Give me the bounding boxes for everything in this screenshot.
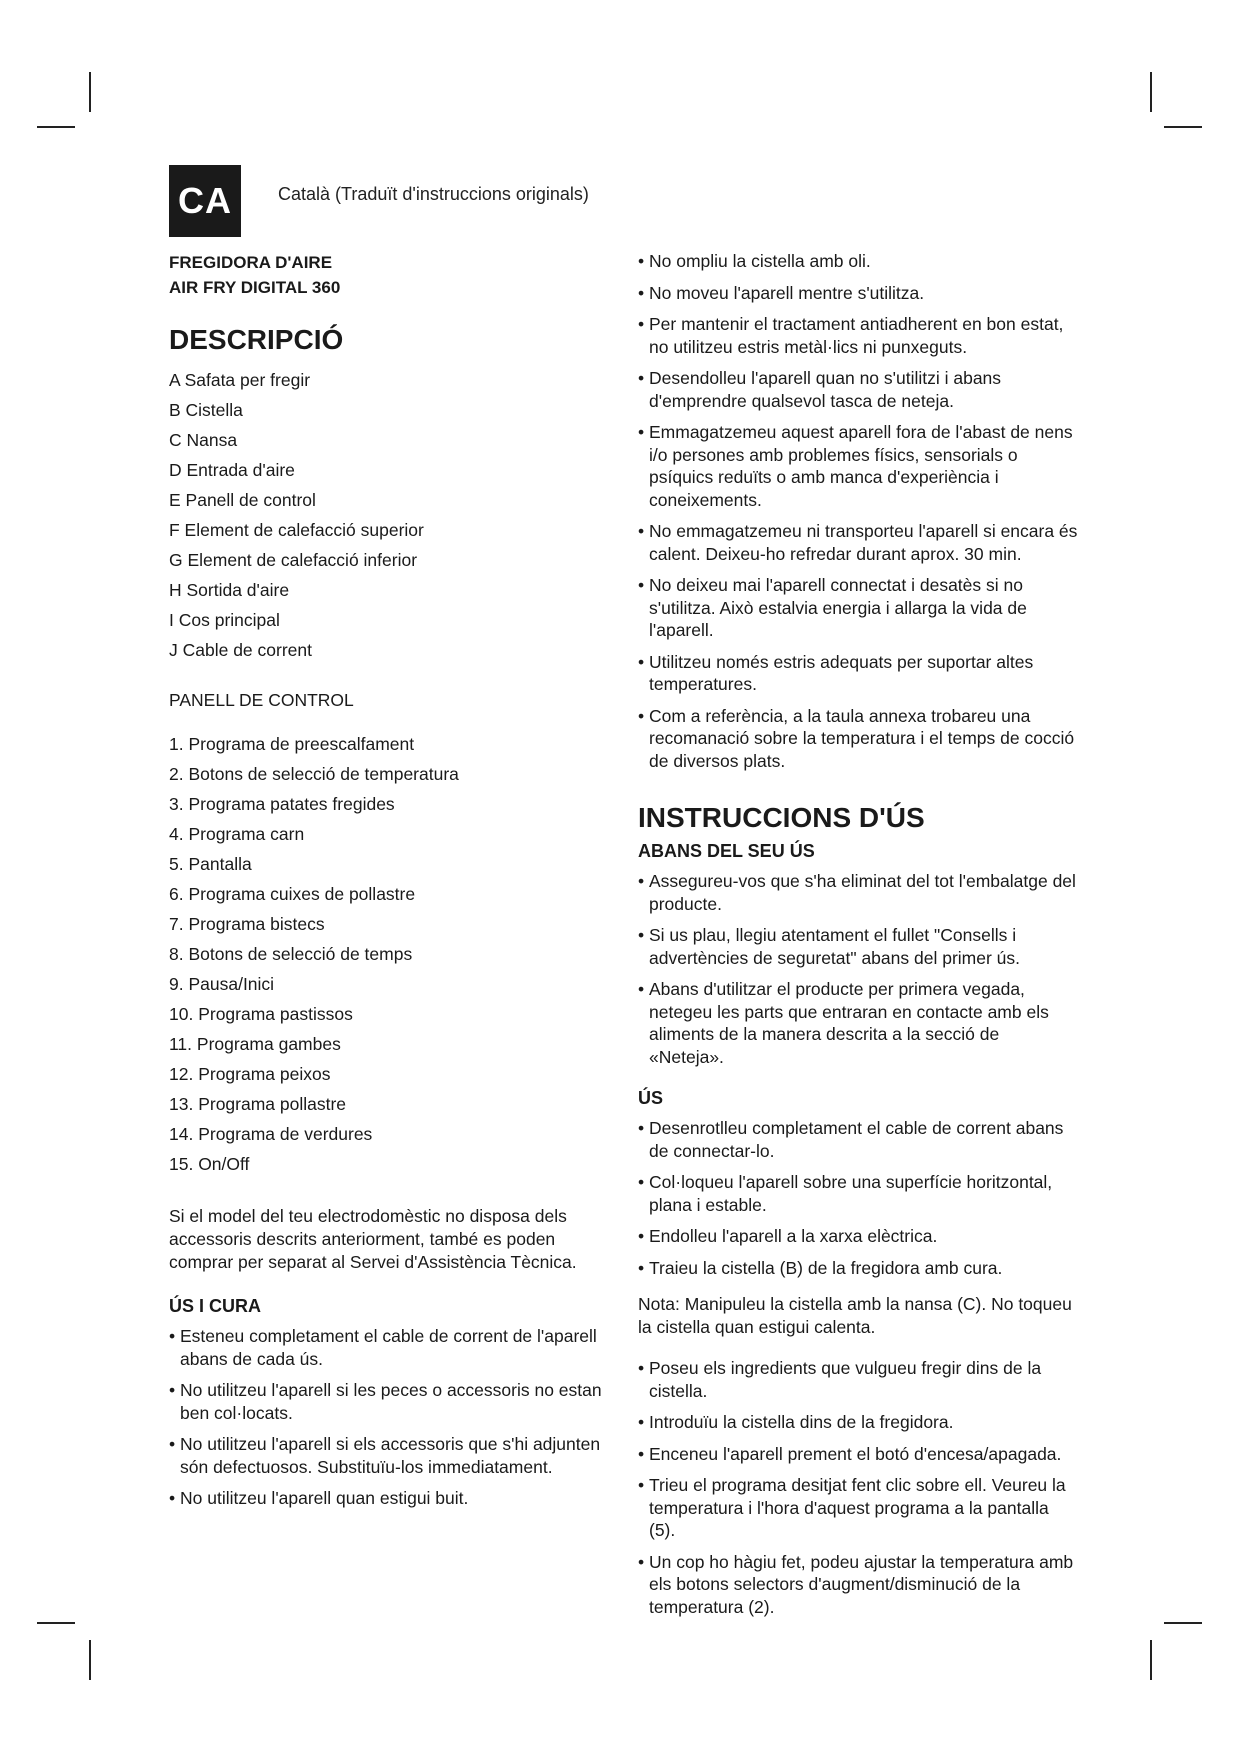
list-item: F Element de calefacció superior: [169, 520, 424, 540]
crop-mark: [37, 1622, 75, 1624]
list-item: • Endolleu l'aparell a la xarxa elèctrica.: [638, 1225, 1078, 1248]
crop-mark: [89, 1640, 91, 1680]
list-item: • No deixeu mai l'aparell connectat i desatès si no s'utilitza. Això estalvia energia i allarga la vida de l'aparell.: [638, 574, 1078, 642]
control-panel-list: [169, 733, 609, 1175]
list-item: • Enceneu l'aparell prement el botó d'encesa/apagada.: [638, 1443, 1078, 1466]
list-item: • No emmagatzemeu ni transporteu l'aparell si encara és calent. Deixeu-ho refredar durant aprox. 30 min.: [638, 520, 1078, 565]
use-care-title: ÚS I CURA: [169, 1296, 262, 1316]
list-item: 3. Programa patates fregides: [169, 794, 395, 814]
list-item: 9. Pausa/Inici: [169, 974, 275, 994]
list-item: 14. Programa de verdures: [169, 1124, 373, 1144]
list-item: • Utilitzeu només estris adequats per suportar altes temperatures.: [638, 651, 1078, 696]
list-item: G Element de calefacció inferior: [169, 550, 418, 570]
description-title: DESCRIPCIÓ: [169, 324, 344, 355]
list-item: • Si us plau, llegiu atentament el fullet "Consells i advertències de seguretat" abans del primer ús.: [638, 924, 1078, 969]
list-item: 12. Programa peixos: [169, 1064, 331, 1084]
language-caption: Català (Traduït d'instruccions originals): [278, 184, 589, 204]
list-item: 4. Programa carn: [169, 824, 305, 844]
use-list-a: [638, 1117, 1078, 1279]
list-item: • No utilitzeu l'aparell si les peces o accessoris no estan ben col·locats.: [169, 1379, 609, 1424]
list-item: • No moveu l'aparell mentre s'utilitza.: [638, 282, 1078, 305]
crop-mark: [1164, 1622, 1202, 1624]
list-item: • Desendolleu l'aparell quan no s'utilitzi i abans d'emprendre qualsevol tasca de neteja.: [638, 367, 1078, 412]
list-item: C Nansa: [169, 430, 238, 450]
list-item: • Com a referència, a la taula annexa trobareu una recomanació sobre la temperatura i el temps de cocció de diversos plats.: [638, 705, 1078, 773]
list-item: 2. Botons de selecció de temperatura: [169, 764, 459, 784]
list-item: • Col·loqueu l'aparell sobre una superfície horitzontal, plana i estable.: [638, 1171, 1078, 1216]
list-item: A Safata per fregir: [169, 370, 311, 390]
list-item: • Assegureu-vos que s'ha eliminat del tot l'embalatge del producte.: [638, 870, 1078, 915]
list-item: B Cistella: [169, 400, 243, 420]
before-use-list: [638, 870, 1078, 1068]
crop-mark: [89, 72, 91, 112]
list-item: 8. Botons de selecció de temps: [169, 944, 413, 964]
list-item: 6. Programa cuixes de pollastre: [169, 884, 416, 904]
product-name-line2: AIR FRY DIGITAL 360: [169, 278, 341, 297]
list-item: • Trieu el programa desitjat fent clic sobre ell. Veureu la temperatura i l'hora d'aquest programa a la pantalla (5).: [638, 1474, 1078, 1542]
crop-mark: [1164, 126, 1202, 128]
list-item: J Cable de corrent: [169, 640, 312, 660]
list-item: 13. Programa pollastre: [169, 1094, 347, 1114]
accessories-note: Si el model del teu electrodomèstic no disposa dels accessoris descrits anteriorment, també es poden comprar per separat al Servei d'Assistència Tècnica.: [169, 1206, 577, 1272]
list-item: 10. Programa pastissos: [169, 1004, 353, 1024]
list-item: 1. Programa de preescalfament: [169, 734, 415, 754]
crop-mark: [1150, 72, 1152, 112]
basket-note: Nota: Manipuleu la cistella amb la nansa (C). No toqueu la cistella quan estigui calenta.: [638, 1294, 1072, 1337]
product-name-line1: FREGIDORA D'AIRE: [169, 253, 333, 272]
list-item: • Abans d'utilitzar el producte per primera vegada, netegeu les parts que entraran en contacte amb els aliments de la manera descrita a la secció de «Neteja».: [638, 978, 1078, 1068]
list-item: 5. Pantalla: [169, 854, 252, 874]
before-use-title: ABANS DEL SEU ÚS: [638, 841, 815, 861]
list-item: • Emmagatzemeu aquest aparell fora de l'abast de nens i/o persones amb problemes físics, sensorials o psíquics reduïts o amb manca d'experiència i coneixements.: [638, 421, 1078, 511]
list-item: • No utilitzeu l'aparell si els accessoris que s'hi adjunten són defectuosos. Substituïu-los immediatament.: [169, 1433, 609, 1478]
language-badge: CA: [169, 165, 241, 237]
use-list-b: [638, 1357, 1078, 1618]
crop-mark: [1150, 1640, 1152, 1680]
list-item: D Entrada d'aire: [169, 460, 295, 480]
list-item: • Un cop ho hàgiu fet, podeu ajustar la temperatura amb els botons selectors d'augment/disminució de la temperatura (2).: [638, 1551, 1078, 1619]
safety-list: [638, 250, 1078, 772]
right-column: [638, 250, 1078, 1627]
list-item: • Poseu els ingredients que vulgueu fregir dins de la cistella.: [638, 1357, 1078, 1402]
list-item: H Sortida d'aire: [169, 580, 290, 600]
list-item: E Panell de control: [169, 490, 316, 510]
list-item: 11. Programa gambes: [169, 1034, 341, 1054]
instructions-title: INSTRUCCIONS D'ÚS: [638, 802, 925, 833]
list-item: • No utilitzeu l'aparell quan estigui buit.: [169, 1487, 609, 1510]
list-item: 7. Programa bistecs: [169, 914, 325, 934]
use-care-list: [169, 1325, 609, 1510]
list-item: • Introduïu la cistella dins de la fregidora.: [638, 1411, 1078, 1434]
list-item: • Per mantenir el tractament antiadherent en bon estat, no utilitzeu estris metàl·lics ni punxeguts.: [638, 313, 1078, 358]
list-item: I Cos principal: [169, 610, 280, 630]
list-item: 15. On/Off: [169, 1154, 250, 1174]
control-panel-title: PANELL DE CONTROL: [169, 690, 354, 710]
crop-mark: [37, 126, 75, 128]
list-item: • Desenrotlleu completament el cable de corrent abans de connectar-lo.: [638, 1117, 1078, 1162]
description-list: [169, 369, 609, 661]
list-item: • Traieu la cistella (B) de la fregidora amb cura.: [638, 1257, 1078, 1280]
list-item: • Esteneu completament el cable de corrent de l'aparell abans de cada ús.: [169, 1325, 609, 1370]
list-item: • No ompliu la cistella amb oli.: [638, 250, 1078, 273]
left-column: [169, 250, 609, 1519]
use-title: ÚS: [638, 1088, 664, 1108]
